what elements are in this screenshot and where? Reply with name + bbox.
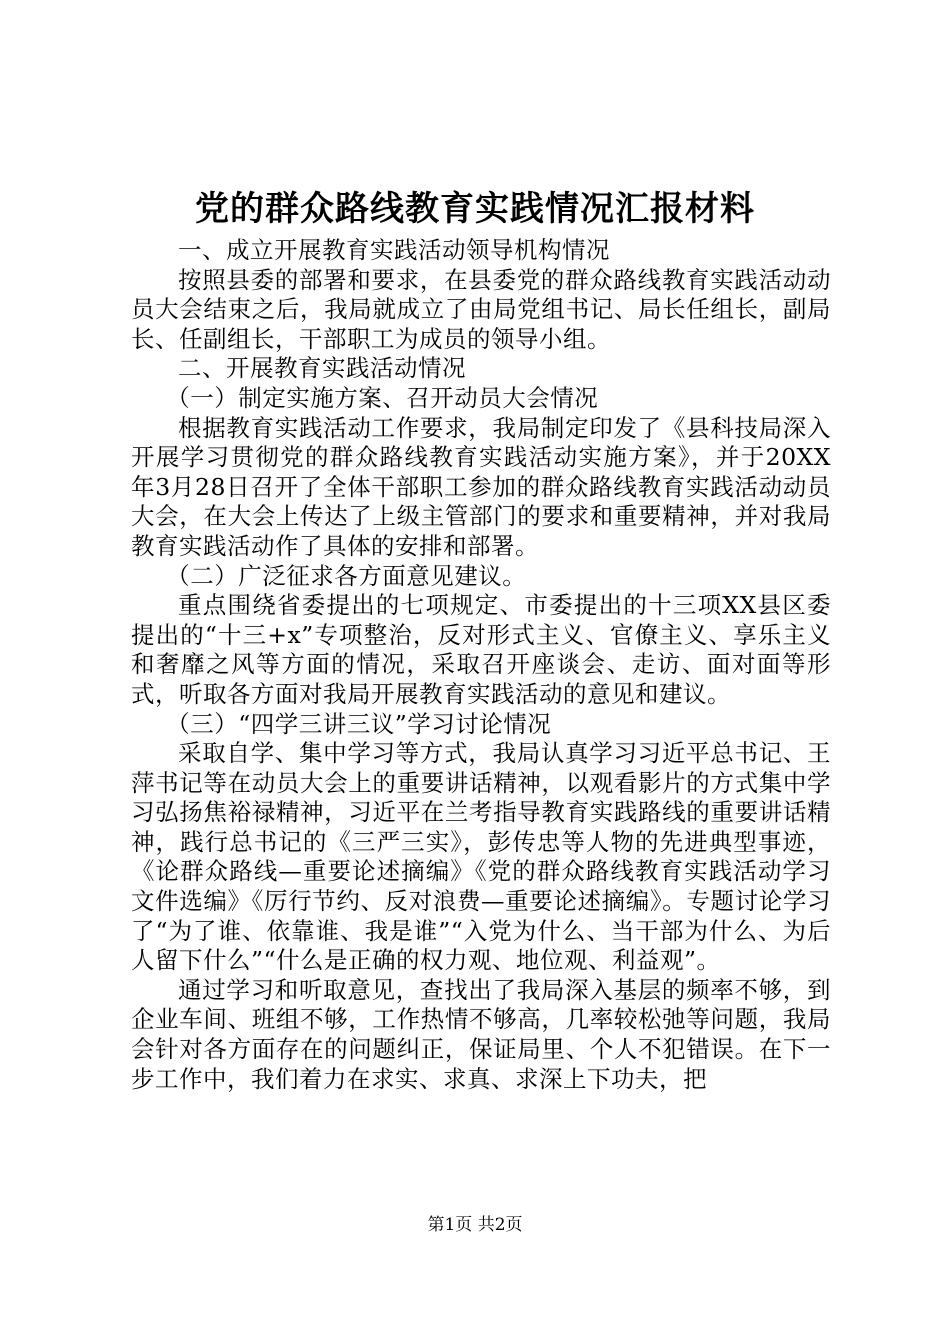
body-paragraph: 重点围绕省委提出的七项规定、市委提出的十三项XX县区委提出的“十三+x”专项整治，反对形式主义、官僚主义、享乐主义和奢靡之风等方面的情况，采取召开座谈会、走访、面对面等形式，听取各方面对我局开展教育实践活动的意见和建议。 [131, 591, 831, 708]
document-body [131, 236, 831, 1094]
subsection-heading: （三）“四学三讲三议”学习讨论情况 [166, 709, 552, 738]
page-footer: 第1页 共2页 [427, 1215, 523, 1235]
body-paragraph: 根据教育实践活动工作要求，我局制定印发了《县科技局深入开展学习贯彻党的群众路线教育实践活动实施方案》，并于20XX年3月28日召开了全体干部职工参加的群众路线教育实践活动动员大会，在大会上传达了上级主管部门的要求和重要精神，并对我局教育实践活动作了具体的安排和部署。 [131, 413, 831, 560]
body-paragraph: 采取自学、集中学习等方式，我局认真学习习近平总书记、王萍书记等在动员大会上的重要讲话精神，以观看影片的方式集中学习弘扬焦裕禄精神，习近平在兰考指导教育实践路线的重要讲话精神，践行总书记的《三严三实》，彭传忠等人物的先进典型事迹，《论群众路线—重要论述摘编》《党的群众路线教育实践活动学习文件选编》《厉行节约、反对浪费—重要论述摘编》。专题讨论学习了“为了谁、依靠谁、我是谁”“入党为什么、当干部为什么、为后人留下什么”“什么是正确的权力观、地位观、利益观”。 [131, 739, 831, 975]
body-paragraph: 通过学习和听取意见，查找出了我局深入基层的频率不够，到企业车间、班组不够，工作热情不够高，几率较松弛等问题，我局会针对各方面存在的问题纠正，保证局里、个人不犯错误。在下一步工作中，我们着力在求实、求真、求深上下功夫，把 [131, 975, 831, 1093]
subsection-heading: （一）制定实施方案、召开动员大会情况 [166, 383, 599, 412]
document-title: 党的群众路线教育实践情况汇报材料 [195, 189, 755, 229]
section-heading: 一、成立开展教育实践活动领导机构情况 [178, 236, 610, 264]
section-heading: 二、开展教育实践活动情况 [178, 354, 466, 383]
body-paragraph: 按照县委的部署和要求，在县委党的群众路线教育实践活动动员大会结束之后，我局就成立了由局党组书记、局长任组长，副局长、任副组长，干部职工为成员的领导小组。 [131, 265, 831, 353]
subsection-heading: （二）广泛征求各方面意见建议。 [166, 561, 527, 590]
